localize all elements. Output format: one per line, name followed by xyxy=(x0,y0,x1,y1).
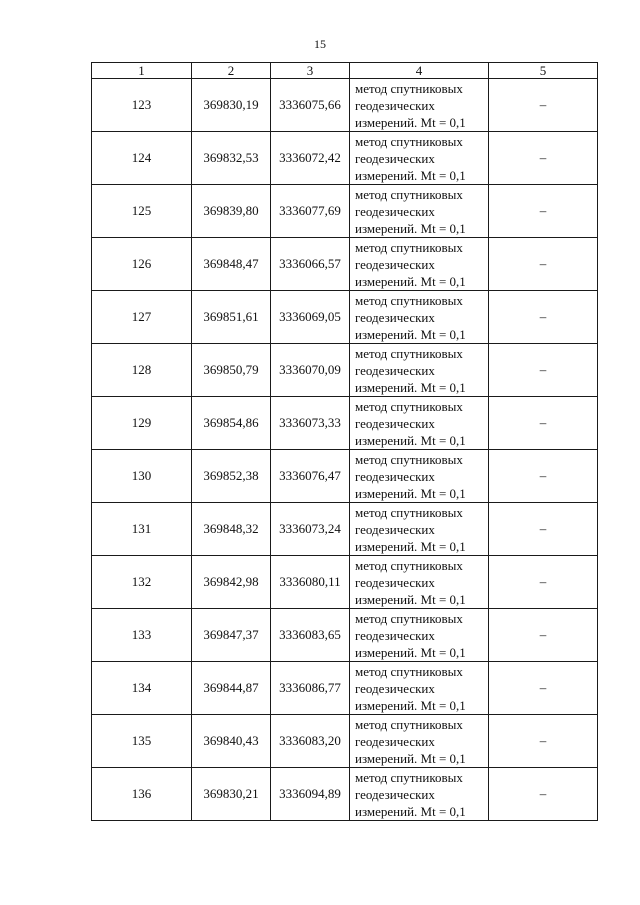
table-row xyxy=(92,715,598,768)
method-line: метод спутниковых xyxy=(355,292,463,308)
y-coordinate-cell: 3336075,66 xyxy=(271,79,350,132)
point-number-cell: 135 xyxy=(92,715,192,768)
column-header-3: 3 xyxy=(271,63,350,79)
y-coordinate-cell: 3336070,09 xyxy=(271,344,350,397)
column-header-4: 4 xyxy=(350,63,489,79)
method-line: геодезических xyxy=(355,97,435,113)
method-line: геодезических xyxy=(355,415,435,431)
method-cell xyxy=(350,715,489,768)
y-coordinate-cell: 3336094,89 xyxy=(271,768,350,821)
method-cell xyxy=(350,768,489,821)
page-number: 15 xyxy=(314,37,326,51)
y-coordinate-cell: 3336086,77 xyxy=(271,662,350,715)
table-row xyxy=(92,450,598,503)
method-line: измерений. Mt = 0,1 xyxy=(355,697,466,713)
table-row xyxy=(92,768,598,821)
method-line: геодезических xyxy=(355,468,435,484)
method-line: геодезических xyxy=(355,786,435,802)
method-cell xyxy=(350,662,489,715)
table-row xyxy=(92,238,598,291)
point-number-cell: 126 xyxy=(92,238,192,291)
method-cell xyxy=(350,344,489,397)
y-coordinate-cell: 3336083,20 xyxy=(271,715,350,768)
y-coordinate-cell: 3336083,65 xyxy=(271,609,350,662)
point-number-cell: 136 xyxy=(92,768,192,821)
method-line: геодезических xyxy=(355,256,435,272)
point-number-cell: 123 xyxy=(92,79,192,132)
x-coordinate-cell: 369842,98 xyxy=(192,556,271,609)
method-cell xyxy=(350,132,489,185)
table-row xyxy=(92,503,598,556)
y-coordinate-cell: 3336080,11 xyxy=(271,556,350,609)
note-cell: – xyxy=(489,291,598,344)
column-header-1: 1 xyxy=(92,63,192,79)
x-coordinate-cell: 369830,19 xyxy=(192,79,271,132)
method-line: геодезических xyxy=(355,680,435,696)
method-line: геодезических xyxy=(355,362,435,378)
x-coordinate-cell: 369848,47 xyxy=(192,238,271,291)
table-body xyxy=(92,79,598,821)
x-coordinate-cell: 369847,37 xyxy=(192,609,271,662)
method-line: метод спутниковых xyxy=(355,769,463,785)
note-cell: – xyxy=(489,715,598,768)
method-line: измерений. Mt = 0,1 xyxy=(355,432,466,448)
x-coordinate-cell: 369851,61 xyxy=(192,291,271,344)
table-row xyxy=(92,291,598,344)
method-line: геодезических xyxy=(355,627,435,643)
note-cell: – xyxy=(489,238,598,291)
table-row xyxy=(92,132,598,185)
note-cell: – xyxy=(489,344,598,397)
method-line: метод спутниковых xyxy=(355,610,463,626)
method-line: метод спутниковых xyxy=(355,345,463,361)
table-row xyxy=(92,556,598,609)
method-line: геодезических xyxy=(355,203,435,219)
column-header-2: 2 xyxy=(192,63,271,79)
method-line: метод спутниковых xyxy=(355,504,463,520)
point-number-cell: 133 xyxy=(92,609,192,662)
method-line: метод спутниковых xyxy=(355,133,463,149)
method-line: геодезических xyxy=(355,309,435,325)
method-line: метод спутниковых xyxy=(355,557,463,573)
x-coordinate-cell: 369830,21 xyxy=(192,768,271,821)
table-row xyxy=(92,662,598,715)
point-number-cell: 125 xyxy=(92,185,192,238)
note-cell: – xyxy=(489,768,598,821)
point-number-cell: 128 xyxy=(92,344,192,397)
point-number-cell: 131 xyxy=(92,503,192,556)
note-cell: – xyxy=(489,556,598,609)
method-line: измерений. Mt = 0,1 xyxy=(355,114,466,130)
method-cell xyxy=(350,503,489,556)
method-line: измерений. Mt = 0,1 xyxy=(355,803,466,819)
x-coordinate-cell: 369848,32 xyxy=(192,503,271,556)
table-row xyxy=(92,344,598,397)
method-line: измерений. Mt = 0,1 xyxy=(355,591,466,607)
note-cell: – xyxy=(489,450,598,503)
point-number-cell: 132 xyxy=(92,556,192,609)
method-line: метод спутниковых xyxy=(355,186,463,202)
method-cell xyxy=(350,556,489,609)
coordinates-table xyxy=(91,62,598,821)
y-coordinate-cell: 3336077,69 xyxy=(271,185,350,238)
y-coordinate-cell: 3336076,47 xyxy=(271,450,350,503)
x-coordinate-cell: 369839,80 xyxy=(192,185,271,238)
method-line: измерений. Mt = 0,1 xyxy=(355,750,466,766)
note-cell: – xyxy=(489,79,598,132)
note-cell: – xyxy=(489,609,598,662)
method-cell xyxy=(350,291,489,344)
x-coordinate-cell: 369844,87 xyxy=(192,662,271,715)
method-line: измерений. Mt = 0,1 xyxy=(355,485,466,501)
y-coordinate-cell: 3336073,33 xyxy=(271,397,350,450)
point-number-cell: 134 xyxy=(92,662,192,715)
column-header-5: 5 xyxy=(489,63,598,79)
method-cell xyxy=(350,397,489,450)
point-number-cell: 129 xyxy=(92,397,192,450)
method-cell xyxy=(350,450,489,503)
method-line: геодезических xyxy=(355,574,435,590)
method-line: геодезических xyxy=(355,150,435,166)
table-row xyxy=(92,609,598,662)
y-coordinate-cell: 3336069,05 xyxy=(271,291,350,344)
table-header-row xyxy=(92,63,598,79)
method-line: измерений. Mt = 0,1 xyxy=(355,379,466,395)
note-cell: – xyxy=(489,662,598,715)
method-line: метод спутниковых xyxy=(355,716,463,732)
method-cell xyxy=(350,185,489,238)
method-line: геодезических xyxy=(355,521,435,537)
y-coordinate-cell: 3336072,42 xyxy=(271,132,350,185)
method-line: измерений. Mt = 0,1 xyxy=(355,167,466,183)
point-number-cell: 130 xyxy=(92,450,192,503)
method-line: метод спутниковых xyxy=(355,80,463,96)
x-coordinate-cell: 369854,86 xyxy=(192,397,271,450)
y-coordinate-cell: 3336066,57 xyxy=(271,238,350,291)
note-cell: – xyxy=(489,503,598,556)
method-line: измерений. Mt = 0,1 xyxy=(355,326,466,342)
table-row xyxy=(92,185,598,238)
note-cell: – xyxy=(489,185,598,238)
method-line: измерений. Mt = 0,1 xyxy=(355,644,466,660)
table-row xyxy=(92,79,598,132)
method-line: метод спутниковых xyxy=(355,451,463,467)
method-cell xyxy=(350,609,489,662)
table-row xyxy=(92,397,598,450)
method-line: измерений. Mt = 0,1 xyxy=(355,538,466,554)
method-line: геодезических xyxy=(355,733,435,749)
point-number-cell: 124 xyxy=(92,132,192,185)
method-line: метод спутниковых xyxy=(355,398,463,414)
method-cell xyxy=(350,238,489,291)
y-coordinate-cell: 3336073,24 xyxy=(271,503,350,556)
x-coordinate-cell: 369852,38 xyxy=(192,450,271,503)
point-number-cell: 127 xyxy=(92,291,192,344)
note-cell: – xyxy=(489,132,598,185)
method-cell xyxy=(350,79,489,132)
method-line: измерений. Mt = 0,1 xyxy=(355,273,466,289)
x-coordinate-cell: 369850,79 xyxy=(192,344,271,397)
x-coordinate-cell: 369832,53 xyxy=(192,132,271,185)
x-coordinate-cell: 369840,43 xyxy=(192,715,271,768)
method-line: метод спутниковых xyxy=(355,239,463,255)
note-cell: – xyxy=(489,397,598,450)
method-line: метод спутниковых xyxy=(355,663,463,679)
method-line: измерений. Mt = 0,1 xyxy=(355,220,466,236)
